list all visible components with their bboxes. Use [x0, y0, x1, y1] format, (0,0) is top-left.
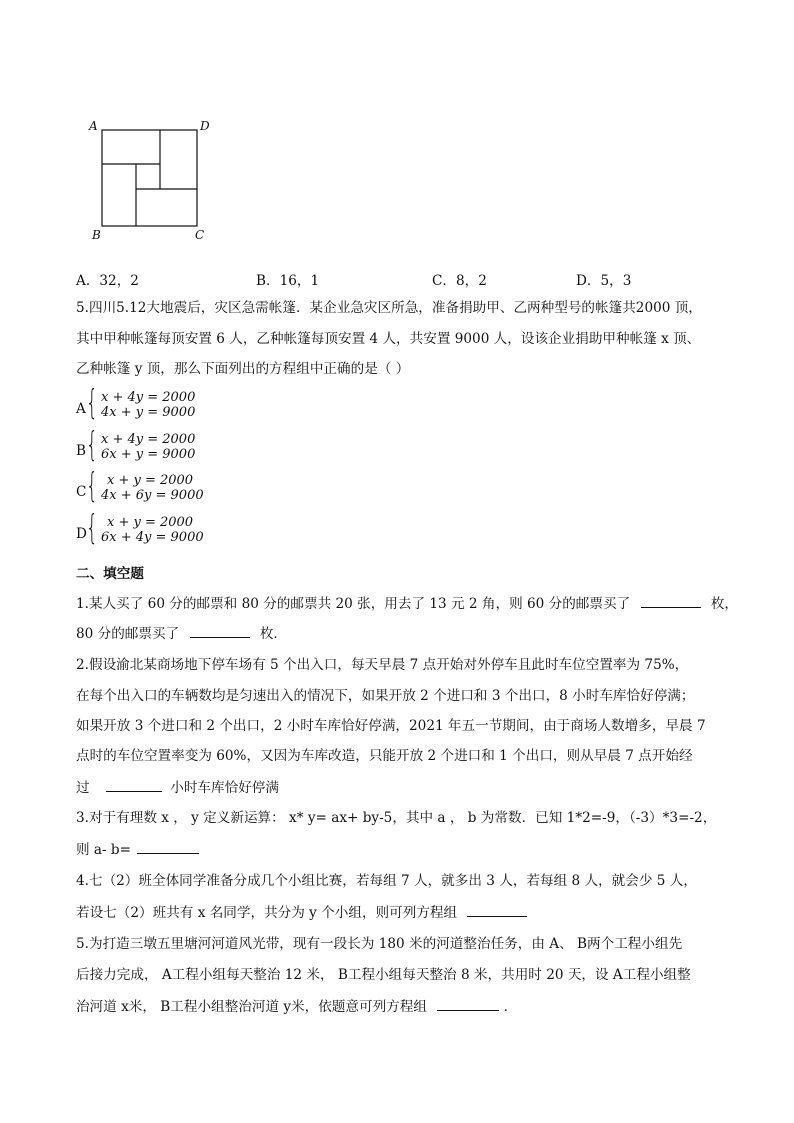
fill-q2-line-3: 如果开放 3 个进口和 2 个出口，2 小时车库恰好停满，2021 年五一节期间，由于商场人数增多，早晨 7	[76, 718, 706, 734]
figure-label-b: B	[92, 228, 101, 242]
fill-q1-line-1	[76, 593, 738, 614]
q5-line-3: 乙种帐篷 y 顶，那么下面列出的方程组中正确的是（ ）	[76, 361, 410, 377]
fill-q1-text: 枚，	[710, 596, 739, 612]
answer-blank[interactable]	[190, 623, 250, 638]
fill-q1-text: 80 分的邮票买了	[76, 626, 180, 642]
fill-q4-text: 若设七（2）班共有 x 名同学，共分为 y 个小组，则可列方程组	[76, 905, 458, 921]
figure-label-a: A	[89, 119, 98, 133]
fill-q4-line-1: 4.七（2）班全体同学准备分成几个小组比赛，若每组 7 人，就多出 3 人，若每组 8 人，就会少 5 人，	[76, 873, 697, 889]
section-heading: 二、填空题	[76, 566, 144, 582]
fill-q5-text: ．	[503, 999, 518, 1015]
answer-blank[interactable]	[641, 593, 701, 608]
equation-2: 4x + y = 9000	[101, 405, 196, 420]
brace-icon: {	[86, 383, 98, 423]
q5-line-2: 其中甲种帐篷每顶安置 6 人，乙种帐篷每顶安置 4 人，共安置 9000 人，设该企业捐助甲种帐篷 x 顶、	[76, 331, 701, 347]
square-figure	[88, 118, 218, 243]
fill-q1-text: 枚．	[259, 626, 288, 642]
option-letter: C	[76, 484, 87, 500]
equation-1: x + y = 2000	[107, 473, 194, 488]
equation-1: x + y = 2000	[107, 515, 194, 530]
fill-q1-line-2	[76, 623, 287, 644]
q4-option-c[interactable]: C．8，2	[432, 273, 487, 289]
figure-label-d: D	[200, 119, 210, 133]
fill-q2-text: 小时车库恰好停满	[170, 780, 279, 796]
equation-1: x + 4y = 2000	[101, 432, 196, 447]
fill-q1-text: 1.某人买了 60 分的邮票和 80 分的邮票共 20 张，用去了 13 元 2 角，则 60 分的邮票买了	[76, 596, 631, 612]
fill-q2-line-1: 2.假设渝北某商场地下停车场有 5 个出入口，每天早晨 7 点开始对外停车且此时车位空置率为 75%，	[76, 657, 689, 673]
fill-q5-line-2: 后接力完成， A工程小组每天整治 12 米， B工程小组每天整治 8 米，共用时 20 天，设 A工程小组整	[76, 967, 691, 983]
equation-2: 6x + 4y = 9000	[101, 530, 204, 545]
option-letter: B	[76, 443, 86, 459]
equation-2: 6x + y = 9000	[101, 447, 196, 462]
brace-icon: {	[86, 425, 98, 465]
q4-option-d[interactable]: D．5，3	[576, 273, 632, 289]
brace-icon: {	[86, 508, 98, 548]
option-letter: A	[76, 401, 86, 417]
fill-q5-text: 治河道 x米， B工程小组整治河道 y米，依题意可列方程组	[76, 999, 427, 1015]
fill-q3-line-2	[76, 839, 199, 860]
fill-q2-text: 过	[76, 780, 90, 796]
brace-icon: {	[86, 466, 98, 506]
figure-label-c: C	[195, 228, 205, 242]
fill-q2-line-4: 点时的车位空置率变为 60%，又因为车库改造，只能开放 2 个进口和 1 个出口，则从早晨 7 点开始经	[76, 748, 693, 764]
equation-1: x + 4y = 2000	[101, 390, 196, 405]
option-letter: D	[76, 526, 87, 542]
equation-2: 4x + 6y = 9000	[101, 488, 204, 503]
fill-q5-line-3	[76, 996, 517, 1017]
q4-option-b[interactable]: B．16，1	[256, 273, 320, 289]
fill-q5-line-1: 5.为打造三墩五里塘河河道风光带，现有一段长为 180 米的河道整治任务，由 A、 B两个工程小组先	[76, 936, 683, 952]
answer-blank[interactable]	[467, 902, 527, 917]
answer-blank[interactable]	[106, 777, 162, 792]
fill-q4-line-2	[76, 902, 527, 923]
fill-q2-line-2: 在每个出入口的车辆数均是匀速出入的情况下，如果开放 2 个进口和 3 个出口，8 小时车库恰好停满；	[76, 688, 695, 704]
fill-q3-text: 则 a- b=	[76, 842, 132, 858]
answer-blank[interactable]	[437, 996, 499, 1011]
q4-option-a[interactable]: A．32，2	[76, 273, 139, 289]
fill-q3-line-1: 3.对于有理数 x ， y 定义新运算： x* y= ax+ by-5，其中 a ， b 为常数．已知 1*2=-9，（-3）*3=-2，	[76, 810, 717, 826]
q5-line-1: 5.四川5.12大地震后，灾区急需帐篷．某企业急灾区所急，准备捐助甲、乙两种型号的帐篷共2000 顶，	[76, 300, 702, 316]
fill-q2-line-5	[76, 777, 279, 798]
answer-blank[interactable]	[137, 839, 199, 854]
